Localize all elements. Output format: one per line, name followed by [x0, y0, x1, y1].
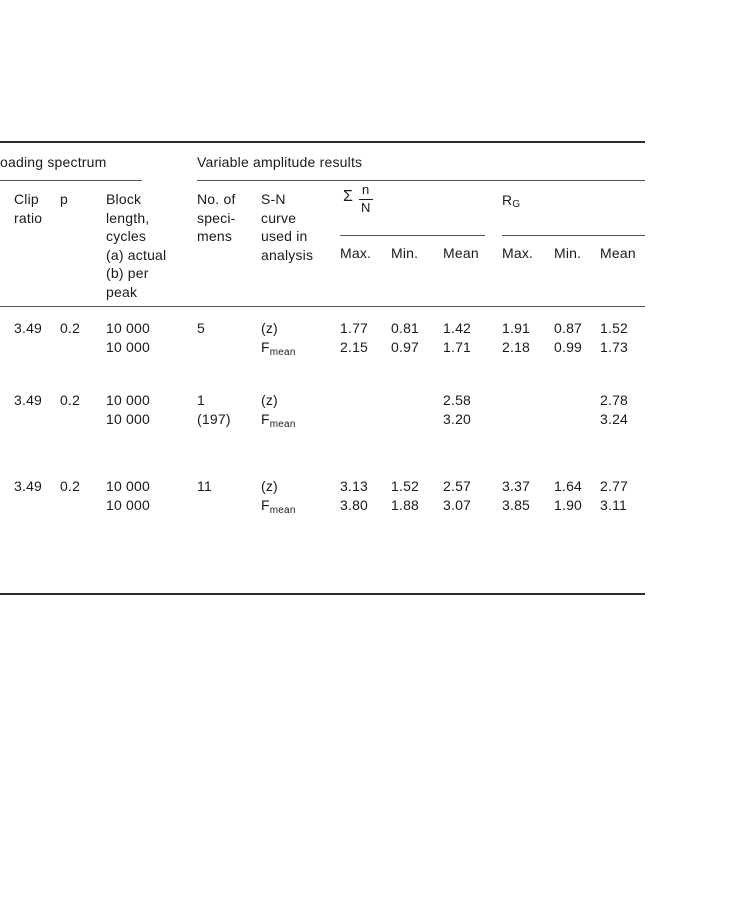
table-bottom-rule [0, 593, 645, 595]
cell-specimens: 5 [197, 320, 205, 336]
cell-curve-b [261, 410, 296, 431]
group-header-loading-spectrum: oading spectrum [0, 154, 107, 170]
cell-clip: 3.49 [14, 392, 43, 408]
column-header-clip-ratio: Clip ratio [14, 191, 43, 226]
cell-curve-a: (z) [261, 478, 278, 494]
fraction-denominator: N [361, 200, 371, 215]
sum-max-header: Max. [340, 245, 372, 261]
fraction-numerator: n [362, 182, 370, 197]
sum-min-header: Min. [391, 245, 419, 261]
sum-subgroup-rule [340, 235, 485, 236]
cell-curve-b [261, 496, 296, 517]
cell-sum-min-a: 1.52 [391, 478, 420, 494]
cell-block-a: 10 000 [106, 392, 151, 408]
column-header-block-length: Block length, cycles (a) actual (b) per peak [106, 191, 167, 300]
cell-specimens: 1 [197, 392, 205, 408]
cell-rg-mean-b: 1.73 [600, 339, 629, 355]
header-bottom-rule [0, 306, 645, 307]
cell-block-b: 10 000 [106, 411, 151, 427]
cell-rg-mean-a: 2.78 [600, 392, 629, 408]
column-header-sn-curve: S-N curve used in analysis [261, 191, 314, 263]
cell-rg-mean-b: 3.11 [600, 497, 628, 513]
cell-rg-max-a: 3.37 [502, 478, 531, 494]
rg-header [502, 191, 520, 212]
cell-block-a: 10 000 [106, 320, 151, 336]
cell-rg-min-b: 0.99 [554, 339, 583, 355]
sigma-symbol: Σ [343, 188, 354, 205]
cell-sum-mean-a: 2.58 [443, 392, 472, 408]
rg-subgroup-rule [502, 235, 645, 236]
cell-sum-min-b: 0.97 [391, 339, 420, 355]
cell-sum-min-b: 1.88 [391, 497, 420, 513]
sum-mean-header: Mean [443, 245, 479, 261]
cell-rg-mean-a: 2.77 [600, 478, 629, 494]
rg-mean-header: Mean [600, 245, 636, 261]
cell-curve-a: (z) [261, 392, 278, 408]
cell-rg-max-b: 3.85 [502, 497, 531, 513]
cell-block-b: 10 000 [106, 339, 151, 355]
cell-rg-min-b: 1.90 [554, 497, 583, 513]
cell-sum-max-b: 3.80 [340, 497, 369, 513]
cell-sum-max-b: 2.15 [340, 339, 369, 355]
column-header-specimens: No. of speci- mens [197, 191, 236, 244]
rg-header-subscript: G [512, 199, 521, 210]
cell-sum-max-a: 3.13 [340, 478, 369, 494]
cell-curve-a: (z) [261, 320, 278, 336]
results-group-rule [197, 180, 645, 181]
cell-rg-max-b: 2.18 [502, 339, 531, 355]
curve-f-subscript: mean [269, 347, 296, 358]
table-top-rule [0, 141, 645, 143]
cell-sum-mean-b: 1.71 [443, 339, 472, 355]
cell-p: 0.2 [60, 478, 81, 494]
rg-min-header: Min. [554, 245, 582, 261]
cell-sum-mean-a: 1.42 [443, 320, 472, 336]
curve-f-main: F [261, 411, 270, 427]
cell-rg-mean-a: 1.52 [600, 320, 629, 336]
curve-f-main: F [261, 339, 270, 355]
cell-specimens: 11 [197, 478, 212, 494]
rg-header-main: R [502, 192, 513, 208]
cell-clip: 3.49 [14, 478, 43, 494]
cell-sum-mean-b: 3.07 [443, 497, 472, 513]
cell-rg-min-a: 1.64 [554, 478, 583, 494]
loading-group-rule [0, 180, 142, 181]
cell-sum-mean-a: 2.57 [443, 478, 472, 494]
cell-rg-min-a: 0.87 [554, 320, 583, 336]
cell-sum-min-a: 0.81 [391, 320, 420, 336]
cell-specimens-extra: (197) [197, 411, 231, 427]
cell-p: 0.2 [60, 392, 81, 408]
cell-clip: 3.49 [14, 320, 43, 336]
curve-f-main: F [261, 497, 270, 513]
rg-max-header: Max. [502, 245, 534, 261]
cell-block-a: 10 000 [106, 478, 151, 494]
cell-curve-b [261, 338, 296, 359]
cell-sum-max-a: 1.77 [340, 320, 369, 336]
cell-sum-mean-b: 3.20 [443, 411, 472, 427]
group-header-variable-amplitude-results: Variable amplitude results [197, 154, 363, 170]
column-header-p: p [60, 191, 68, 207]
cell-p: 0.2 [60, 320, 81, 336]
cell-rg-mean-b: 3.24 [600, 411, 629, 427]
cell-block-b: 10 000 [106, 497, 151, 513]
curve-f-subscript: mean [269, 419, 296, 430]
cell-rg-max-a: 1.91 [502, 320, 531, 336]
curve-f-subscript: mean [269, 505, 296, 516]
